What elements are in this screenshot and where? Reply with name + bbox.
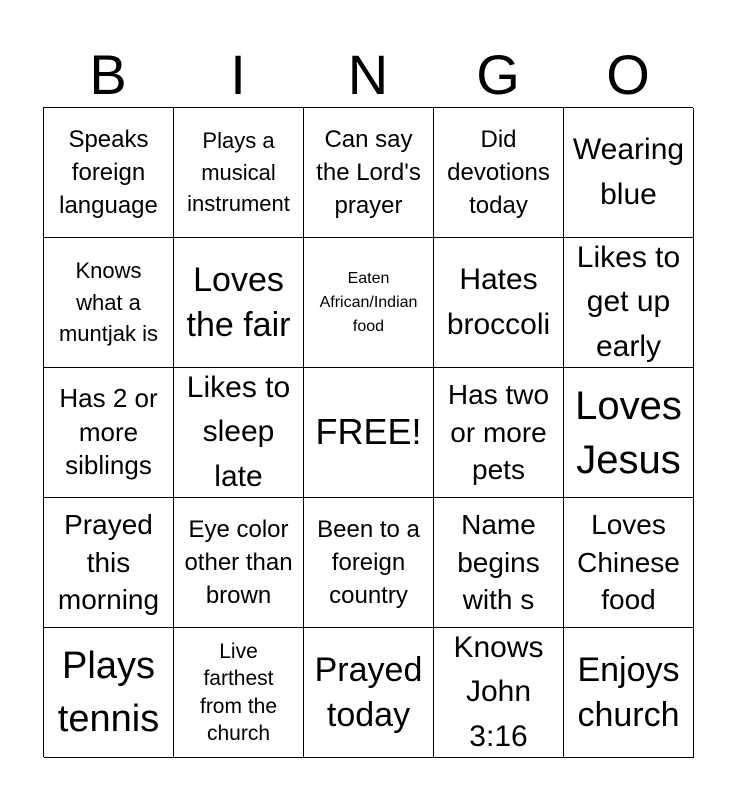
cell-text: Knows John 3:16 [453, 630, 544, 753]
cell-text: Did devotions today [447, 125, 550, 220]
bingo-cell[interactable] [564, 368, 694, 498]
bingo-cell[interactable] [434, 368, 564, 498]
free-space-label: FREE! [315, 411, 422, 453]
bingo-cell[interactable] [564, 498, 694, 628]
cell-text: Loves Jesus [575, 383, 682, 482]
cell-text: Prayed today [314, 651, 423, 734]
cell-text: Speaks foreign language [59, 125, 158, 220]
bingo-cell[interactable] [44, 368, 174, 498]
cell-text: Likes to sleep late [186, 370, 291, 493]
bingo-cell[interactable] [174, 238, 304, 368]
bingo-cell[interactable] [174, 368, 304, 498]
bingo-cell[interactable] [44, 238, 174, 368]
cell-text: Eaten African/Indian food [319, 269, 418, 335]
cell-text: Loves Chinese food [577, 508, 680, 616]
cell-text: Prayed this morning [57, 508, 160, 616]
bingo-cell[interactable] [304, 628, 434, 758]
cell-text: Been to a foreign country [317, 515, 420, 610]
bingo-cell[interactable] [564, 238, 694, 368]
cell-text: Can say the Lord's prayer [316, 125, 421, 220]
bingo-header [43, 42, 693, 108]
bingo-cell[interactable] [434, 108, 564, 238]
header-letter-n: N [347, 43, 389, 106]
cell-text: Hates broccoli [446, 263, 551, 341]
header-letter-b: B [89, 43, 127, 106]
bingo-cell[interactable] [174, 628, 304, 758]
cell-text: Live farthest from the church [199, 639, 278, 745]
bingo-cell[interactable] [304, 108, 434, 238]
bingo-cell[interactable] [174, 108, 304, 238]
bingo-cell[interactable] [44, 628, 174, 758]
bingo-cell[interactable] [434, 498, 564, 628]
cell-text: Has 2 or more siblings [59, 382, 158, 481]
cell-text: Enjoys church [577, 651, 680, 734]
bingo-cell[interactable] [434, 628, 564, 758]
header-letter-o: O [606, 43, 650, 106]
bingo-cell[interactable] [564, 628, 694, 758]
cell-text: Loves the fair [186, 261, 291, 344]
bingo-card-grid [43, 107, 693, 757]
cell-text: Likes to get up early [576, 240, 681, 363]
cell-text: Has two or more pets [447, 378, 550, 486]
bingo-cell[interactable] [434, 238, 564, 368]
cell-text: Name begins with s [457, 508, 540, 616]
bingo-cell[interactable] [304, 498, 434, 628]
bingo-cell[interactable] [44, 498, 174, 628]
free-space-cell[interactable] [304, 368, 434, 498]
cell-text: Eye color other than brown [184, 515, 293, 610]
bingo-cell[interactable] [304, 238, 434, 368]
cell-text: Wearing blue [572, 133, 685, 211]
bingo-cell[interactable] [174, 498, 304, 628]
bingo-cell[interactable] [44, 108, 174, 238]
cell-text: Plays tennis [57, 645, 160, 740]
cell-text: Plays a musical instrument [187, 127, 290, 217]
header-letter-i: I [230, 43, 246, 106]
cell-text: Knows what a muntjak is [58, 257, 159, 347]
bingo-cell[interactable] [564, 108, 694, 238]
header-letter-g: G [476, 43, 520, 106]
